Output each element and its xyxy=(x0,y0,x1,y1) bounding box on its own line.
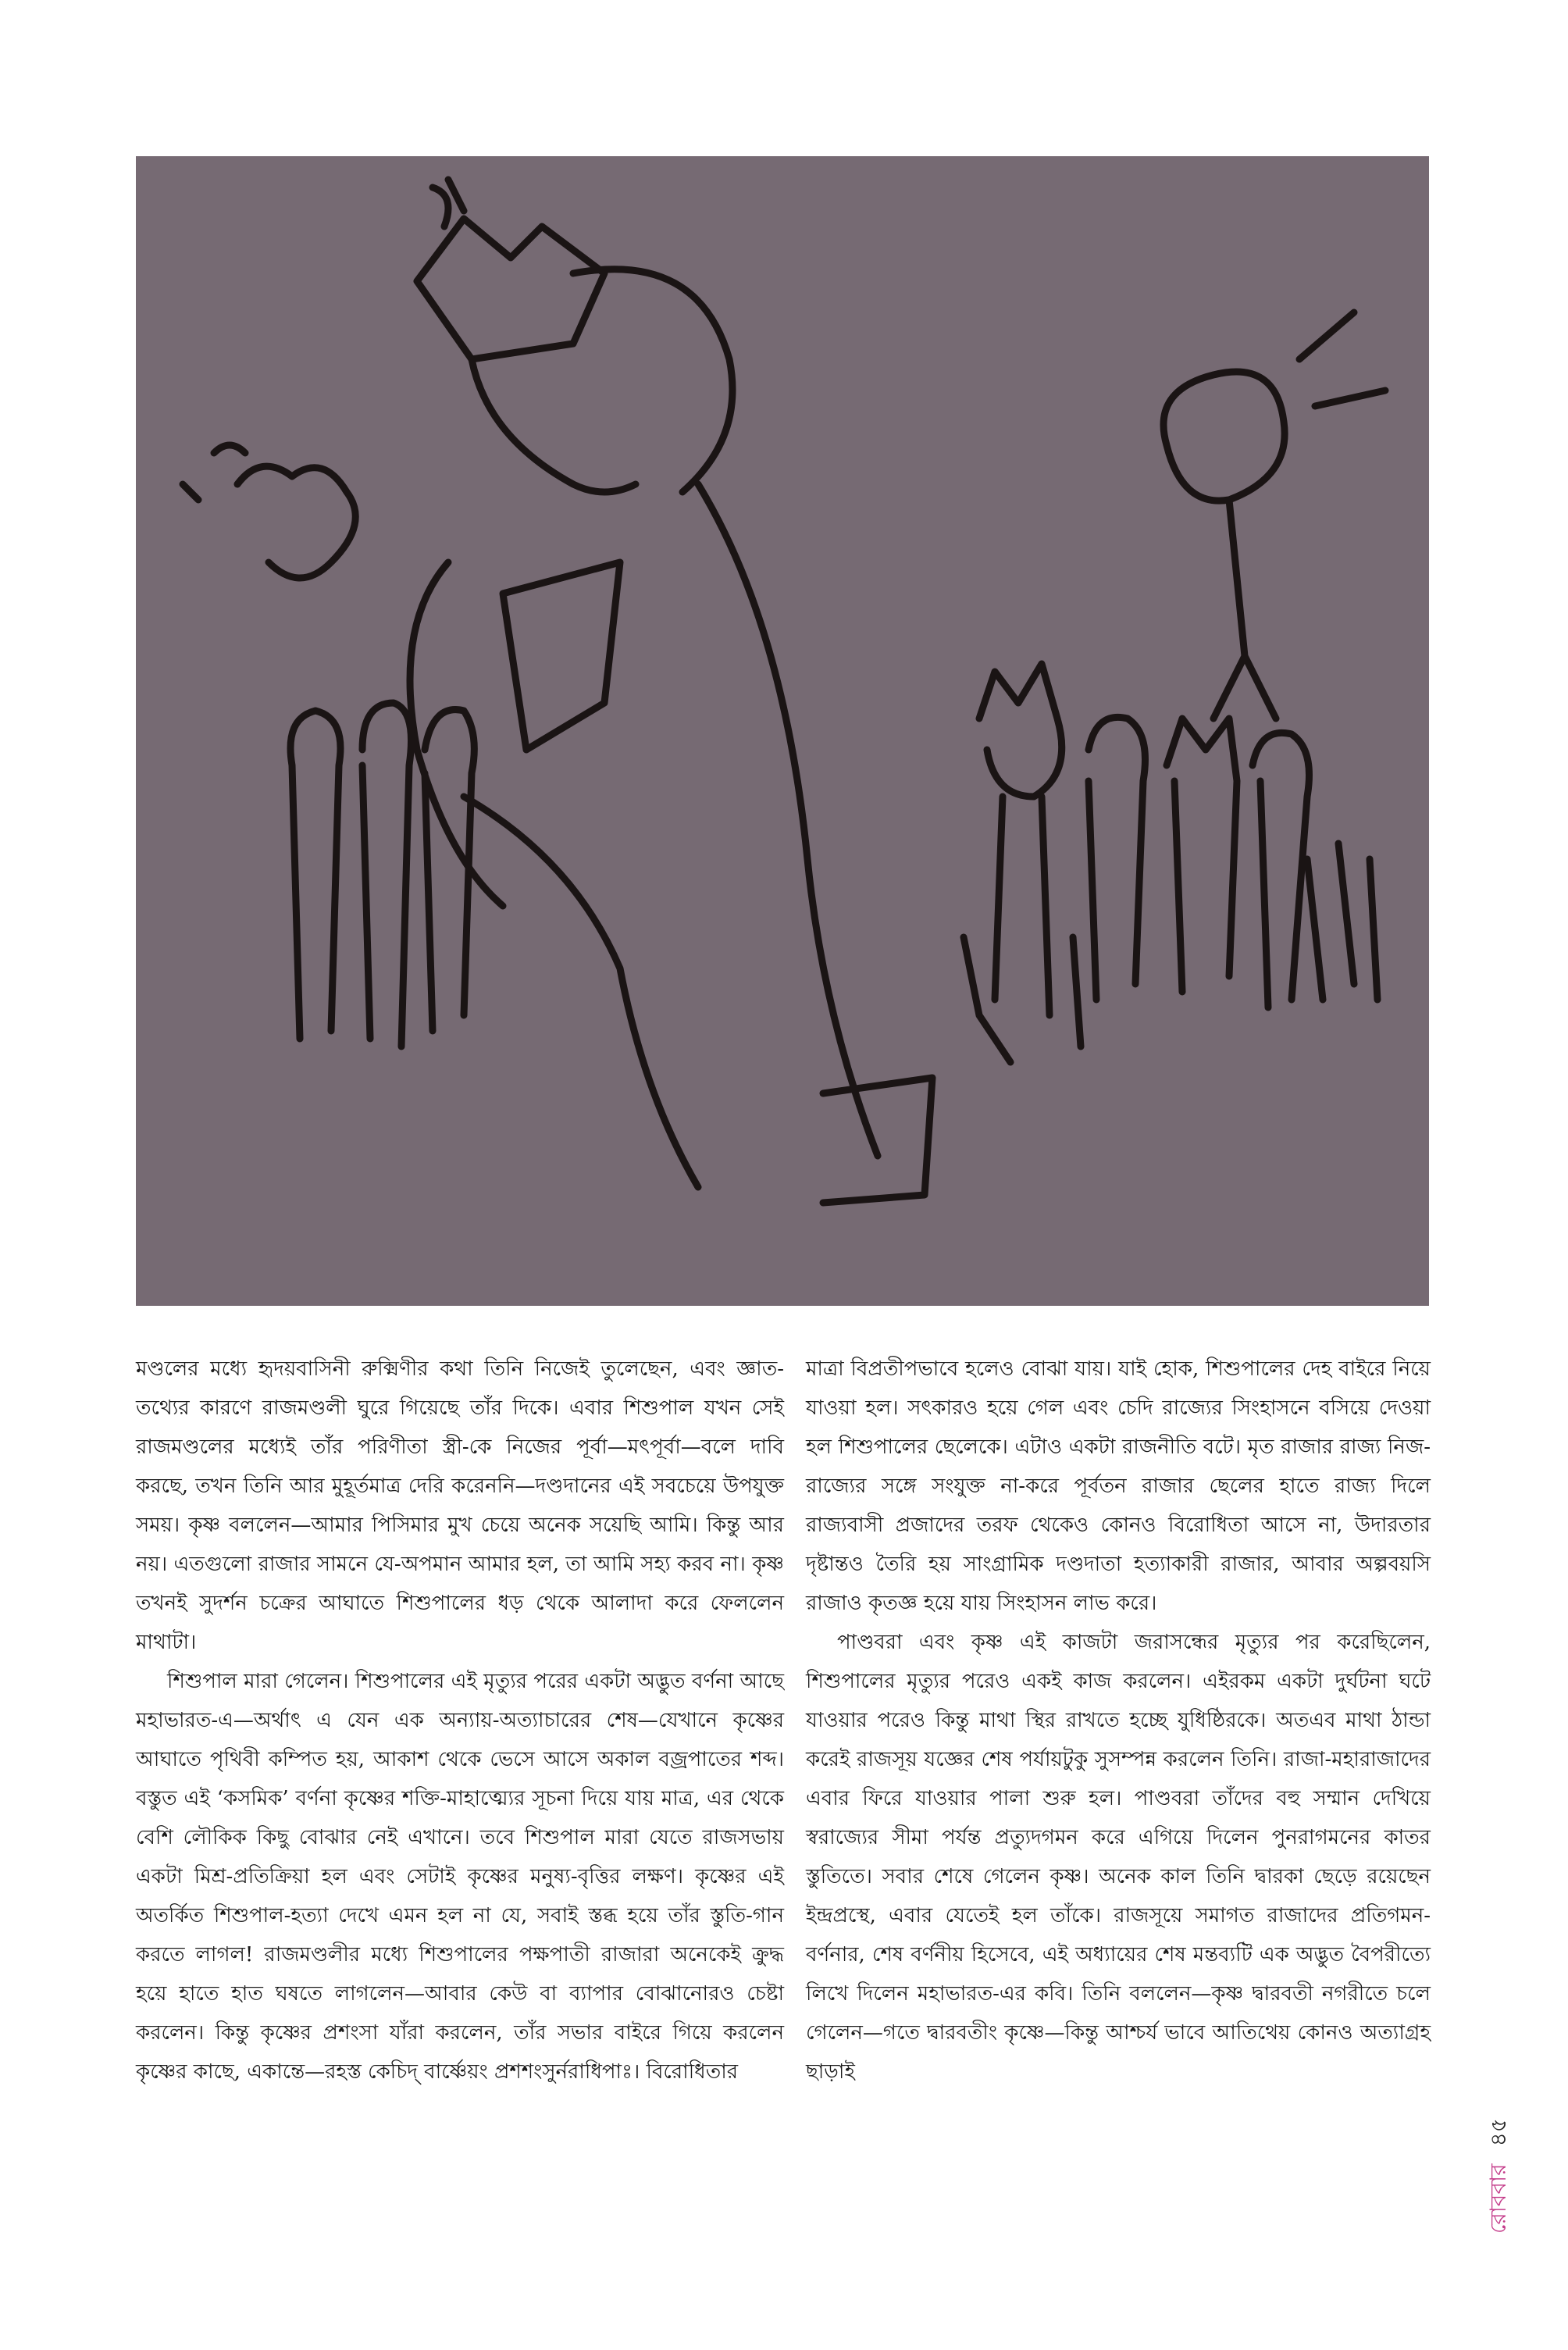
page-folio xyxy=(1484,2062,1515,2234)
left-figure-3-stroke xyxy=(425,710,474,1031)
right-crowned-figure-stroke xyxy=(979,664,1062,797)
cover-illustration xyxy=(136,156,1429,1306)
page-number: ৪৫ xyxy=(1484,2118,1511,2147)
arm-stroke xyxy=(503,562,620,750)
crown-stroke xyxy=(417,219,604,359)
right-drape-lines-stroke xyxy=(1307,843,1377,1000)
right-figure-4-stroke xyxy=(1253,733,1310,1007)
right-figure-1-body-stroke xyxy=(995,797,1049,1015)
left-figure-1-stroke xyxy=(290,711,340,1039)
left-tree-stroke xyxy=(237,466,355,578)
text-column-right xyxy=(806,1350,1431,2091)
paragraph: মাত্রা বিপ্রতীপভাবে হলেও বোঝা যায়। যাই হোক, শিশুপালের দেহ বাইরে নিয়ে যাওয়া হল। সৎকারও হয়ে গেল এবং চেদি রাজ্যের সিংহাসনে বসিয়ে দেওয়া হল শিশুপালের ছেলেকে। এটাও একটা রাজনীতি বটে। মৃত রাজার রাজ্য নিজ-রাজ্যের সঙ্গে সংযুক্ত না-করে পূর্বতন রাজার ছেলের হাতে রাজ্য দিলে রাজ্যবাসী প্রজাদের তরফ থেকেও কোনও বিরোধিতা আসে না, উদারতার দৃষ্টান্তও তৈরি হয় সাংগ্রামিক দণ্ডদাতা হত্যাকারী রাজার, আবার অল্পবয়সি রাজাও কৃতজ্ঞ হয়ে যায় সিংহাসন লাভ করে। xyxy=(806,1357,1431,1615)
magazine-name: রোববার xyxy=(1484,2163,1511,2234)
left-branch-stroke xyxy=(183,445,245,500)
paragraph: শিশুপাল মারা গেলেন। শিশুপালের এই মৃত্যুর পরের একটা অদ্ভুত বর্ণনা আছে মহাভারত-এ—অর্থাৎ এ যেন এক অন্যায়-অত্যাচারের শেষ—যেখানে কৃষ্ণের আঘাতে পৃথিবী কম্পিত হয়, আকাশ থেকে ভেসে আসে অকাল বজ্রপাতের শব্দ। বস্তুত এই ‘কসমিক’ বর্ণনা কৃষ্ণের শক্তি-মাহাত্ম্যের সূচনা দিয়ে যায় মাত্র, এর থেকে বেশি লৌকিক কিছু বোঝার নেই এখানে। তবে শিশুপাল মারা যেতে রাজসভায় একটা মিশ্র-প্রতিক্রিয়া হল এবং সেটাই কৃষ্ণের মনুষ্য-বৃত্তির লক্ষণ। কৃষ্ণের এই অতর্কিত শিশুপাল-হত্যা দেখে এমন হল না যে, সবাই স্তব্ধ হয়ে তাঁর স্তুতি-গান করতে লাগল! রাজমণ্ডলীর মধ্যে শিশুপালের পক্ষপাতী রাজারা অনেকেই ক্রুদ্ধ হয়ে হাতে হাত ঘষতে লাগলেন—আবার কেউ বা ব্যাপার বোঝানোরও চেষ্টা করলেন। কিন্তু কৃষ্ণের প্রশংসা যাঁরা করলেন, তাঁর সভার বাইরে গিয়ে করলেন কৃষ্ণের কাছে, একান্তে—রহস্ত কেচিদ্ বার্ষ্ণেয়ং প্রশশংসুর্নরাধিপাঃ। বিরোধিতার xyxy=(136,1670,784,2084)
right-figure-2-stroke xyxy=(1089,717,1146,1000)
left-figure-2-stroke xyxy=(362,703,412,1047)
right-figure-3-stroke xyxy=(1167,719,1237,992)
paragraph: মণ্ডলের মধ্যে হৃদয়বাসিনী রুক্মিণীর কথা তিনি নিজেই তুলেছেন, এবং জ্ঞাত-তথ্যের কারণে রাজমণ্ডলী ঘুরে গিয়েছে তাঁর দিকে। এবার শিশুপাল যখন সেই রাজমণ্ডলের মধ্যেই তাঁর পরিণীতা স্ত্রী-কে নিজের পূর্বা—মৎপূর্বা—বলে দাবি করছে, তখন তিনি আর মুহূর্তমাত্র দেরি করেননি—দণ্ডদানের এই সবচেয়ে উপযুক্ত সময়। কৃষ্ণ বললেন—আমার পিসিমার মুখ চেয়ে অনেক সয়েছি আমি। কিন্তু আর নয়। এতগুলো রাজার সামনে যে-অপমান আমার হল, তা আমি সহ্য করব না। কৃষ্ণ তখনই সুদর্শন চক্রের আঘাতে শিশুপালের ধড় থেকে আলাদা করে ফেললেন মাথাটা। xyxy=(136,1357,784,1654)
shawl-right-stroke xyxy=(698,484,878,1156)
right-legs-stroke xyxy=(964,937,1081,1062)
right-tree-trunk-stroke xyxy=(1213,500,1276,719)
hair-stroke xyxy=(573,269,732,492)
cloth-end-stroke xyxy=(823,1078,932,1203)
face-stroke xyxy=(472,359,636,492)
paragraph: পাণ্ডবরা এবং কৃষ্ণ এই কাজটা জরাসন্ধের মৃত্যুর পর করেছিলেন, শিশুপালের মৃত্যুর পরেও একই কাজ করলেন। এইরকম একটা দুর্ঘটনা ঘটে যাওয়ার পরেও কিন্তু মাথা স্থির রাখতে হচ্ছে যুধিষ্ঠিরকে। অতএব মাথা ঠান্ডা করেই রাজসূয় যজ্ঞের শেষ পর্যায়টুকু সুসম্পন্ন করলেন তিনি। রাজা-মহারাজাদের এবার ফিরে যাওয়ার পালা শুরু হল। পাণ্ডবরা তাঁদের বহু সম্মান দেখিয়ে স্বরাজ্যের সীমা পর্যন্ত প্রত্যুদগমন করে এগিয়ে দিলেন পুনরাগমনের কাতর স্তুতিতে। সবার শেষে গেলেন কৃষ্ণ। অনেক কাল তিনি দ্বারকা ছেড়ে রয়েছেন ইন্দ্রপ্রস্থে, এবার যেতেই হল তাঁকে। রাজসূয়ে সমাগত রাজাদের প্রতিগমন-বর্ণনার, শেষ বর্ণনীয় হিসেবে, এই অধ্যায়ের শেষ মন্তব্যটি এক অদ্ভুত বৈপরীত্যে লিখে দিলেন মহাভারত-এর কবি। তিনি বললেন—কৃষ্ণ দ্বারবতী নগরীতে চলে গেলেন—গতে দ্বারবতীং কৃষ্ণে—কিন্তু আশ্চর্য ভাবে আতিথেয় কোনও অত্যাগ্রহ ছাড়াই xyxy=(806,1631,1431,2084)
right-tree-crown-stroke xyxy=(1164,372,1285,501)
krishna-ink-drawing xyxy=(136,156,1429,1306)
text-column-left xyxy=(136,1350,784,2091)
drape-stroke xyxy=(464,797,698,1187)
right-branch-stroke xyxy=(1299,312,1385,406)
